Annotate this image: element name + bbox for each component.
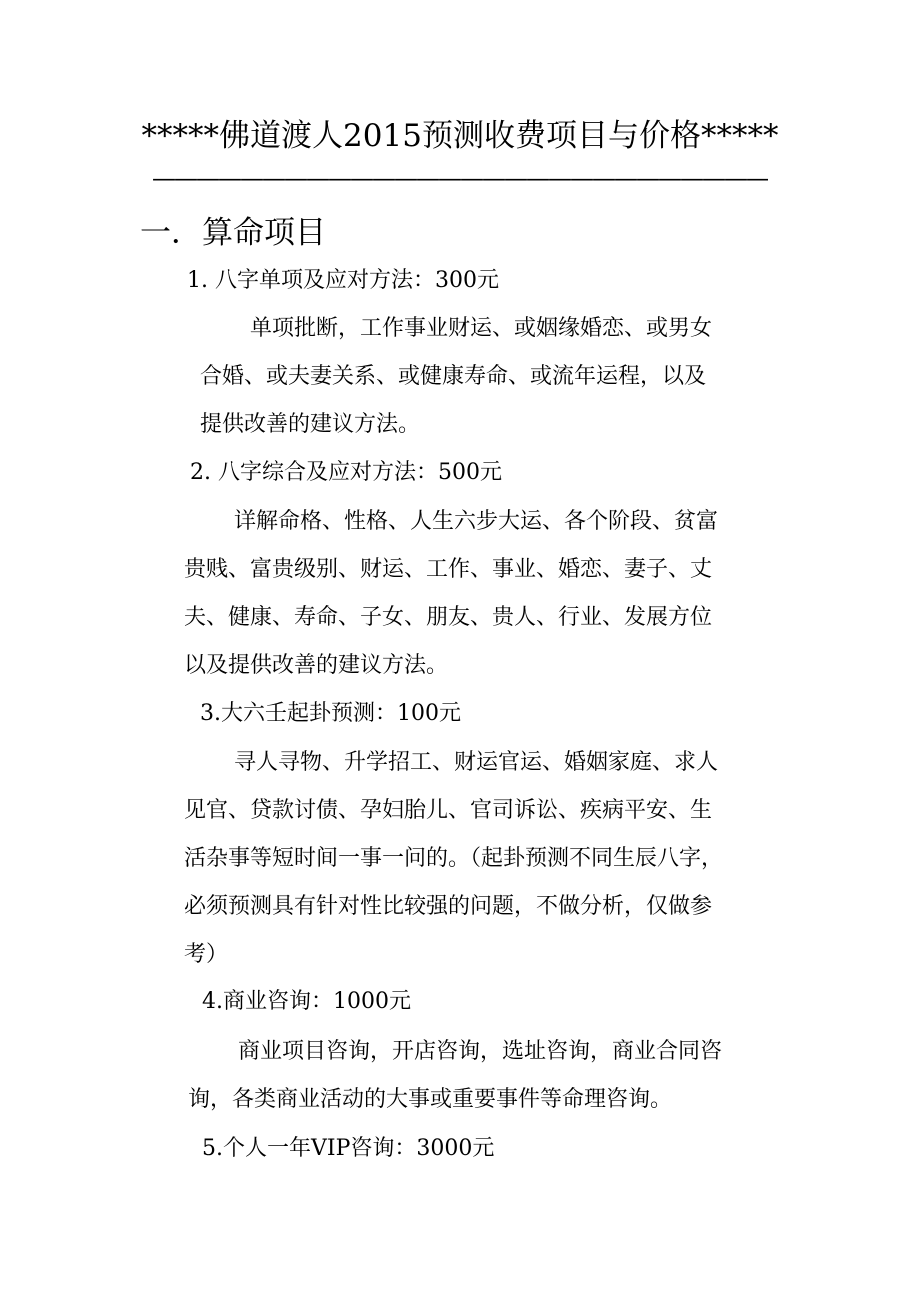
- document-title: *****佛道渡人2015预测收费项目与价格*****: [141, 118, 779, 154]
- item-2-line-3: 夫、健康、寿命、子女、朋友、贵人、行业、发展方位: [184, 605, 713, 630]
- item-3-description: [184, 739, 723, 979]
- item-2-heading: 2. 八字综合及应对方法：500元: [190, 460, 502, 485]
- item-3-line-2: 见官、贷款讨债、孕妇胎儿、官司诉讼、疾病平安、生: [184, 798, 713, 823]
- item-2-description: [184, 498, 718, 690]
- item-3-line-3: 活杂事等短时间一事一问的。（起卦预测不同生辰八字，: [184, 846, 724, 871]
- section-heading: 一．算命项目: [140, 215, 326, 251]
- item-4-line-2: 询，各类商业活动的大事或重要事件等命理咨询。: [188, 1087, 673, 1112]
- item-1-line-2: 合婚、或夫妻关系、或健康寿命、或流年运程，以及: [200, 364, 707, 389]
- item-2-line-4: 以及提供改善的建议方法。: [184, 653, 449, 678]
- item-3-line-1: 寻人寻物、升学招工、财运官运、婚姻家庭、求人: [234, 750, 719, 775]
- item-1-line-3: 提供改善的建议方法。: [200, 412, 421, 437]
- item-4-description: [188, 1028, 722, 1124]
- item-2-line-1: 详解命格、性格、人生六步大运、各个阶段、贫富: [234, 509, 719, 534]
- item-1-line-1: 单项批断，工作事业财运、或姻缘婚恋、或男女: [250, 316, 713, 341]
- item-3-heading: 3.大六壬起卦预测：100元: [200, 701, 461, 726]
- item-3-line-4: 必须预测具有针对性比较强的问题，不做分析，仅做参: [184, 894, 713, 919]
- item-1-description: [200, 305, 712, 449]
- item-5-heading: 5.个人一年VIP咨询：3000元: [202, 1136, 495, 1161]
- item-3-line-5: 考）: [184, 942, 229, 967]
- item-2-line-2: 贵贱、富贵级别、财运、工作、事业、婚恋、妻子、丈: [184, 557, 713, 582]
- item-4-heading: 4.商业咨询：1000元: [202, 989, 411, 1014]
- title-divider: ————————————————————————————: [152, 164, 768, 192]
- item-1-heading: 1. 八字单项及应对方法：300元: [187, 268, 499, 293]
- item-4-line-1: 商业项目咨询，开店咨询，选址咨询，商业合同咨: [238, 1039, 723, 1064]
